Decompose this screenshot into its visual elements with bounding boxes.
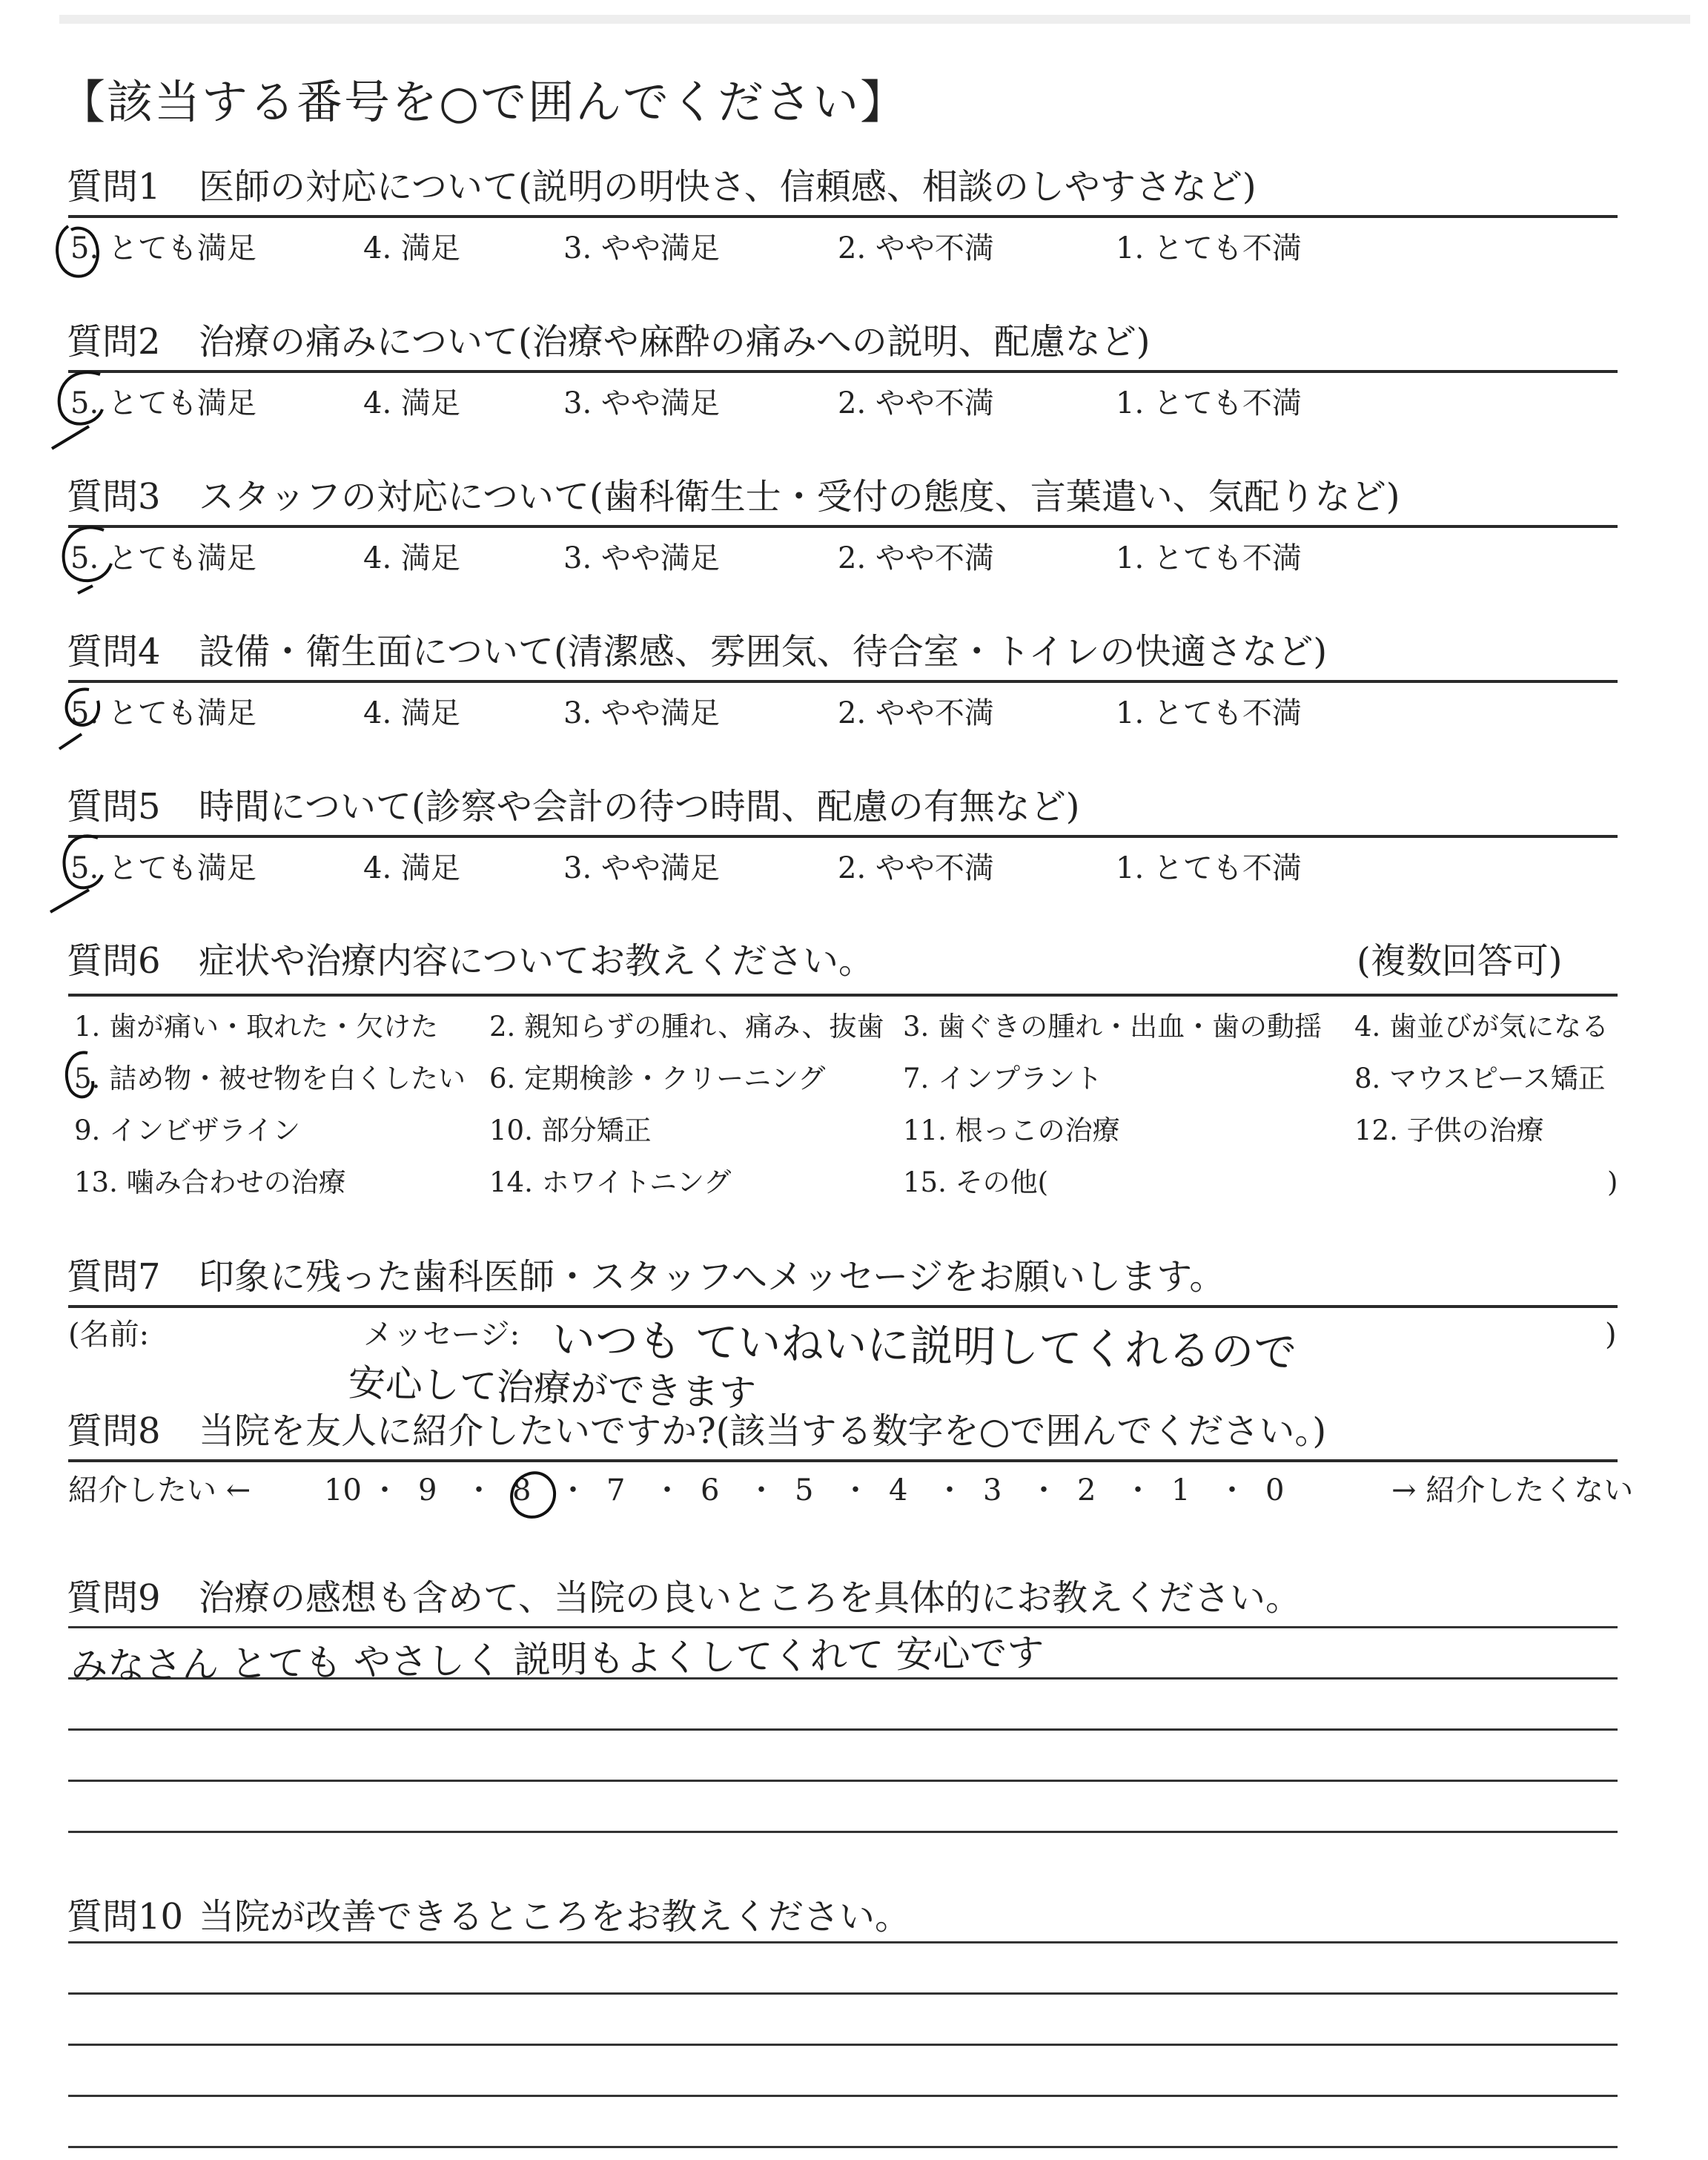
rating-option-2[interactable]: 2. やや不満 <box>838 231 994 265</box>
scale-separator: ・ <box>652 1473 682 1507</box>
scale-value-8[interactable]: 8 <box>512 1473 532 1507</box>
question-text: 治療の痛みについて(治療や麻酔の痛みへの説明、配慮など) <box>199 321 1151 363</box>
symptom-option-14[interactable]: 14. ホワイトニング <box>489 1166 732 1198</box>
selection-circle-q2 <box>52 372 102 449</box>
rating-option-5[interactable]: 5. とても満足 <box>70 851 256 885</box>
scale-value-0[interactable]: 0 <box>1265 1473 1285 1507</box>
rating-option-5[interactable]: 5. とても満足 <box>70 231 256 265</box>
rating-option-1[interactable]: 1. とても不満 <box>1116 696 1302 730</box>
rating-option-4[interactable]: 4. 満足 <box>363 851 460 885</box>
handwritten-message-line-2: 安心して治療ができます <box>348 1361 757 1416</box>
rating-option-5[interactable]: 5. とても満足 <box>70 541 256 575</box>
rating-option-4[interactable]: 4. 満足 <box>363 231 460 265</box>
question-text: 当院を友人に紹介したいですか?(該当する数字を○で囲んでください。) <box>199 1410 1327 1452</box>
scale-value-2[interactable]: 2 <box>1077 1473 1096 1507</box>
question-text: 設備・衛生面について(清潔感、雰囲気、待合室・トイレの快適さなど) <box>199 631 1328 673</box>
message-close-paren: ) <box>1605 1318 1617 1352</box>
scale-separator: ・ <box>841 1473 870 1507</box>
question-number: 質問8 <box>67 1410 161 1452</box>
question-text: 医師の対応について(説明の明快さ、信頼感、相談のしやすさなど) <box>199 166 1257 208</box>
symptom-option-9[interactable]: 9. インビザライン <box>74 1114 300 1146</box>
scale-separator: ・ <box>747 1473 776 1507</box>
scale-separator: ・ <box>370 1473 400 1507</box>
rating-option-1[interactable]: 1. とても不満 <box>1116 541 1302 575</box>
question-number: 質問2 <box>67 321 161 363</box>
symptom-option-10[interactable]: 10. 部分矯正 <box>489 1114 652 1146</box>
selection-circle-q6 <box>67 1052 93 1097</box>
question-number: 質問9 <box>67 1577 161 1619</box>
rating-option-3[interactable]: 3. やや満足 <box>563 541 720 575</box>
symptom-option-3[interactable]: 3. 歯ぐきの腫れ・出血・歯の動揺 <box>903 1011 1323 1043</box>
rating-option-1[interactable]: 1. とても不満 <box>1116 386 1302 420</box>
selection-circle-q5 <box>50 836 102 912</box>
scale-value-9[interactable]: 9 <box>418 1473 437 1507</box>
rating-option-1[interactable]: 1. とても不満 <box>1116 851 1302 885</box>
scale-value-3[interactable]: 3 <box>983 1473 1002 1507</box>
symptom-option-4[interactable]: 4. 歯並びが気になる <box>1354 1011 1609 1043</box>
multiple-answer-note: (複数回答可) <box>1357 940 1563 982</box>
question-number: 質問7 <box>67 1256 161 1298</box>
symptom-option-13[interactable]: 13. 噛み合わせの治療 <box>74 1166 346 1198</box>
question-number: 質問1 <box>67 166 161 208</box>
rating-option-2[interactable]: 2. やや不満 <box>838 541 994 575</box>
other-close-paren: ) <box>1607 1166 1618 1198</box>
rating-option-3[interactable]: 3. やや満足 <box>563 851 720 885</box>
rating-option-5[interactable]: 5. とても満足 <box>70 386 256 420</box>
rating-option-3[interactable]: 3. やや満足 <box>563 231 720 265</box>
selection-circle-q3 <box>64 527 111 593</box>
question-text: 印象に残った歯科医師・スタッフへメッセージをお願いします。 <box>199 1256 1225 1298</box>
rating-option-4[interactable]: 4. 満足 <box>363 696 460 730</box>
symptom-option-7[interactable]: 7. インプラント <box>903 1063 1103 1094</box>
rating-option-5[interactable]: 5. とても満足 <box>70 696 256 730</box>
question-number: 質問5 <box>67 786 161 828</box>
scale-left-label: 紹介したい ← <box>68 1473 251 1507</box>
scale-separator: ・ <box>935 1473 964 1507</box>
symptom-option-6[interactable]: 6. 定期検診・クリーニング <box>489 1063 826 1094</box>
rating-option-2[interactable]: 2. やや不満 <box>838 696 994 730</box>
symptom-option-5[interactable]: 5. 詰め物・被せ物を白くしたい <box>74 1063 466 1094</box>
rating-option-4[interactable]: 4. 満足 <box>363 386 460 420</box>
handwritten-message-line-1: いつも ていねいに説明してくれるので <box>552 1314 1297 1378</box>
rating-option-4[interactable]: 4. 満足 <box>363 541 460 575</box>
scale-value-10[interactable]: 10 <box>324 1473 362 1507</box>
symptom-option-15[interactable]: 15. その他( <box>903 1166 1049 1198</box>
scale-separator: ・ <box>1123 1473 1153 1507</box>
rating-option-2[interactable]: 2. やや不満 <box>838 851 994 885</box>
selection-circle-q1 <box>57 226 98 277</box>
question-text: 時間について(診察や会計の待つ時間、配慮の有無など) <box>199 786 1080 828</box>
symptom-option-8[interactable]: 8. マウスピース矯正 <box>1354 1063 1606 1094</box>
symptom-option-1[interactable]: 1. 歯が痛い・取れた・欠けた <box>74 1011 439 1043</box>
question-number: 質問6 <box>67 940 161 982</box>
rating-option-3[interactable]: 3. やや満足 <box>563 696 720 730</box>
scale-separator: ・ <box>1029 1473 1059 1507</box>
scale-separator: ・ <box>1217 1473 1247 1507</box>
scale-value-5[interactable]: 5 <box>795 1473 814 1507</box>
handwritten-good-points: みなさん とても やさしく 説明もよくしてくれて 安心です <box>70 1631 1045 1688</box>
rating-option-3[interactable]: 3. やや満足 <box>563 386 720 420</box>
question-text: 当院が改善できるところをお教えください。 <box>199 1896 911 1938</box>
question-number: 質問4 <box>67 631 161 673</box>
question-text: 治療の感想も含めて、当院の良いところを具体的にお教えください。 <box>199 1577 1302 1619</box>
symptom-option-12[interactable]: 12. 子供の治療 <box>1354 1114 1544 1146</box>
scale-separator: ・ <box>558 1473 588 1507</box>
selection-circle-q8 <box>512 1473 555 1517</box>
rating-option-1[interactable]: 1. とても不満 <box>1116 231 1302 265</box>
symptom-option-11[interactable]: 11. 根っこの治療 <box>903 1114 1120 1146</box>
question-text: 症状や治療内容についてお教えください。 <box>199 940 875 982</box>
message-label: メッセージ: <box>363 1318 520 1352</box>
scale-separator: ・ <box>464 1473 494 1507</box>
scale-right-label: → 紹介したくない <box>1391 1473 1634 1507</box>
question-text: スタッフの対応について(歯科衛生士・受付の態度、言葉遣い、気配りなど) <box>199 476 1400 518</box>
rating-option-2[interactable]: 2. やや不満 <box>838 386 994 420</box>
scale-value-4[interactable]: 4 <box>889 1473 908 1507</box>
question-number: 質問3 <box>67 476 161 518</box>
selection-circle-q4 <box>59 690 99 749</box>
symptom-option-2[interactable]: 2. 親知らずの腫れ、痛み、抜歯 <box>489 1011 884 1043</box>
scale-value-1[interactable]: 1 <box>1171 1473 1191 1507</box>
scale-value-6[interactable]: 6 <box>701 1473 720 1507</box>
question-number: 質問10 <box>67 1896 184 1938</box>
name-label: (名前: <box>68 1318 150 1352</box>
page-heading: 【該当する番号を○で囲んでください】 <box>59 75 908 129</box>
scale-value-7[interactable]: 7 <box>606 1473 626 1507</box>
